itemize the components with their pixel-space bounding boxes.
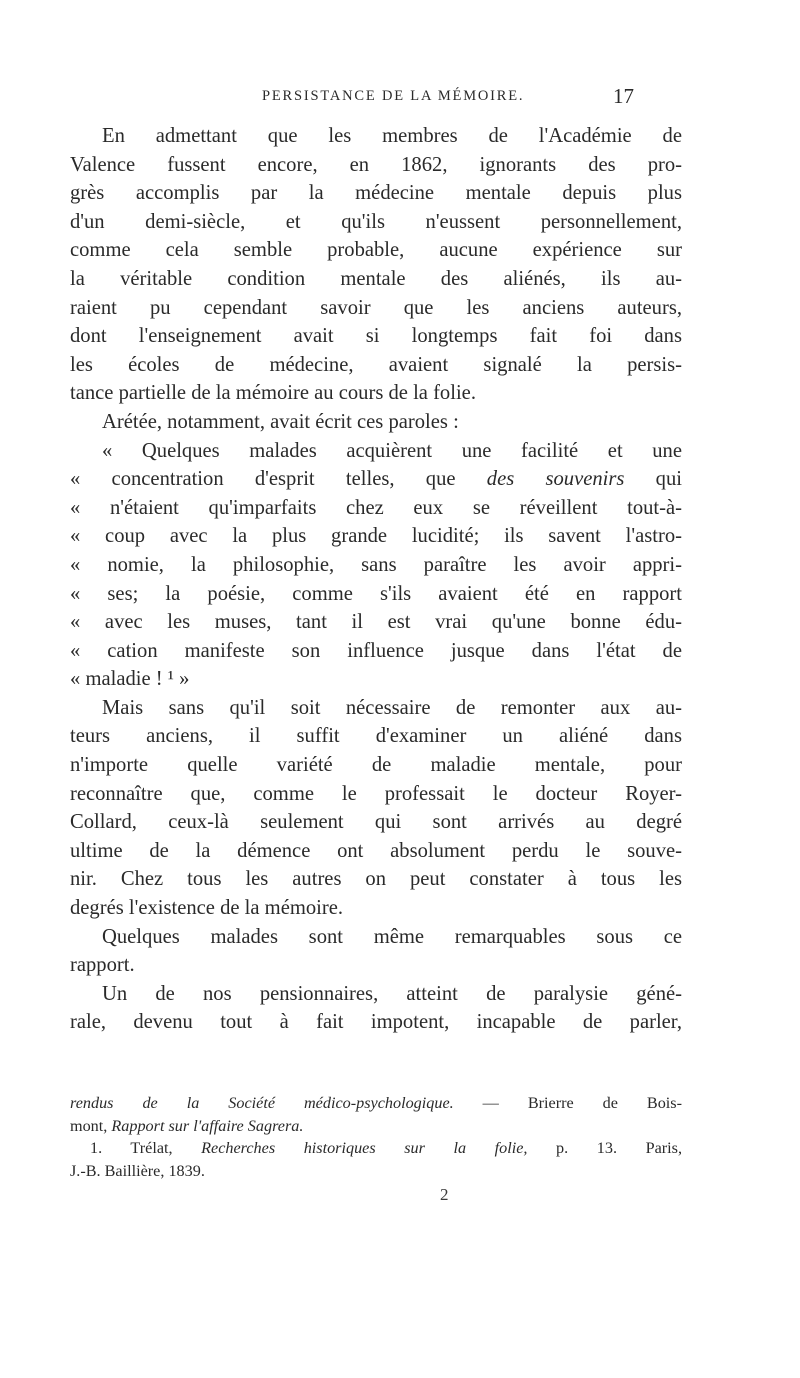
footnote-1-continuation: J.-B. Baillière, 1839.	[70, 1161, 205, 1180]
text-line: « cation manifeste son influence jusque dans l'état de	[70, 639, 682, 662]
text-line: Quelques malades sont même remarquables sous ce	[102, 925, 682, 948]
footnote-text: — Brierre de Bois-	[453, 1094, 682, 1112]
text-line: En admettant que les membres de l'Académie de	[102, 125, 682, 147]
footnote-1	[70, 1137, 682, 1160]
text-line: rale, devenu tout à fait impotent, incapable de parler,	[70, 1011, 682, 1034]
text-line: « avec les muses, tant il est vrai qu'une bonne édu-	[70, 611, 682, 634]
text-line: Arétée, notamment, avait écrit ces paroles :	[102, 410, 459, 433]
text-line: comme cela semble probable, aucune expérience sur	[70, 239, 682, 262]
page-number: 17	[613, 84, 634, 108]
text-line: la véritable condition mentale des aliénés, ils au-	[70, 267, 682, 290]
text-line: Valence fussent encore, en 1862, ignorants des pro-	[70, 153, 682, 176]
footnote-italic-source: rendus de la Société médico-psychologique.	[70, 1094, 454, 1112]
footnote-italic-source: Rapport sur l'affaire Sagrera.	[111, 1116, 304, 1135]
running-title: PERSISTANCE DE LA MÉMOIRE.	[262, 88, 525, 104]
body-text	[70, 122, 682, 1037]
text-line: raient pu cependant savoir que les anciens auteurs,	[70, 296, 682, 319]
footnote-text: mont,	[70, 1116, 112, 1135]
footnote-continuation-line	[70, 1092, 682, 1115]
text-line: « coup avec la plus grande lucidité; ils savent l'astro-	[70, 525, 682, 548]
text-line: Un de nos pensionnaires, atteint de paralysie géné-	[102, 982, 682, 1005]
running-head	[0, 84, 800, 110]
text-line: les écoles de médecine, avaient signalé la persis-	[70, 353, 682, 376]
text-line: « maladie ! ¹ »	[70, 668, 190, 691]
text-line: tance partielle de la mémoire au cours de la folie.	[70, 382, 476, 405]
footnote-italic-source: Recherches historiques sur la folie,	[201, 1139, 528, 1157]
text-line: « nomie, la philosophie, sans paraître les avoir appri-	[70, 553, 682, 576]
text-line: Mais sans qu'il soit nécessaire de remonter aux au-	[102, 696, 682, 719]
footnote-text: 1. Trélat,	[90, 1139, 202, 1157]
text-line: « n'étaient qu'imparfaits chez eux se réveillent tout-à-	[70, 496, 682, 519]
text-line: n'importe quelle variété de maladie mentale, pour	[70, 754, 682, 777]
footnotes	[70, 1092, 682, 1182]
text-line: « Quelques malades acquièrent une facilité et une	[102, 439, 682, 462]
text-line: grès accomplis par la médecine mentale depuis plus	[70, 182, 682, 205]
footnote-continuation-line	[70, 1115, 682, 1138]
text-line: d'un demi-siècle, et qu'ils n'eussent personnellement,	[70, 210, 682, 233]
text-line: « ses; la poésie, comme s'ils avaient été en rapport	[70, 582, 682, 605]
text-line: degrés l'existence de la mémoire.	[70, 897, 344, 920]
text-line: ultime de la démence ont absolument perdu le souve-	[70, 839, 682, 862]
text-line: dont l'enseignement avait si longtemps fait foi dans	[70, 325, 682, 348]
signature-mark: 2	[440, 1185, 449, 1204]
text-line: teurs anciens, il suffit d'examiner un aliéné dans	[70, 725, 682, 748]
text-line: rapport.	[70, 954, 135, 977]
italic-emphasis: des souvenirs	[486, 468, 625, 491]
footnote-text: p. 13. Paris,	[527, 1139, 683, 1157]
text-line: « concentration d'esprit telles, que des souvenirs qui	[70, 468, 682, 491]
text-line: nir. Chez tous les autres on peut constater à tous les	[70, 868, 682, 891]
text-line: reconnaître que, comme le professait le docteur Royer-	[70, 782, 682, 805]
text-line: Collard, ceux-là seulement qui sont arrivés au degré	[70, 811, 682, 834]
